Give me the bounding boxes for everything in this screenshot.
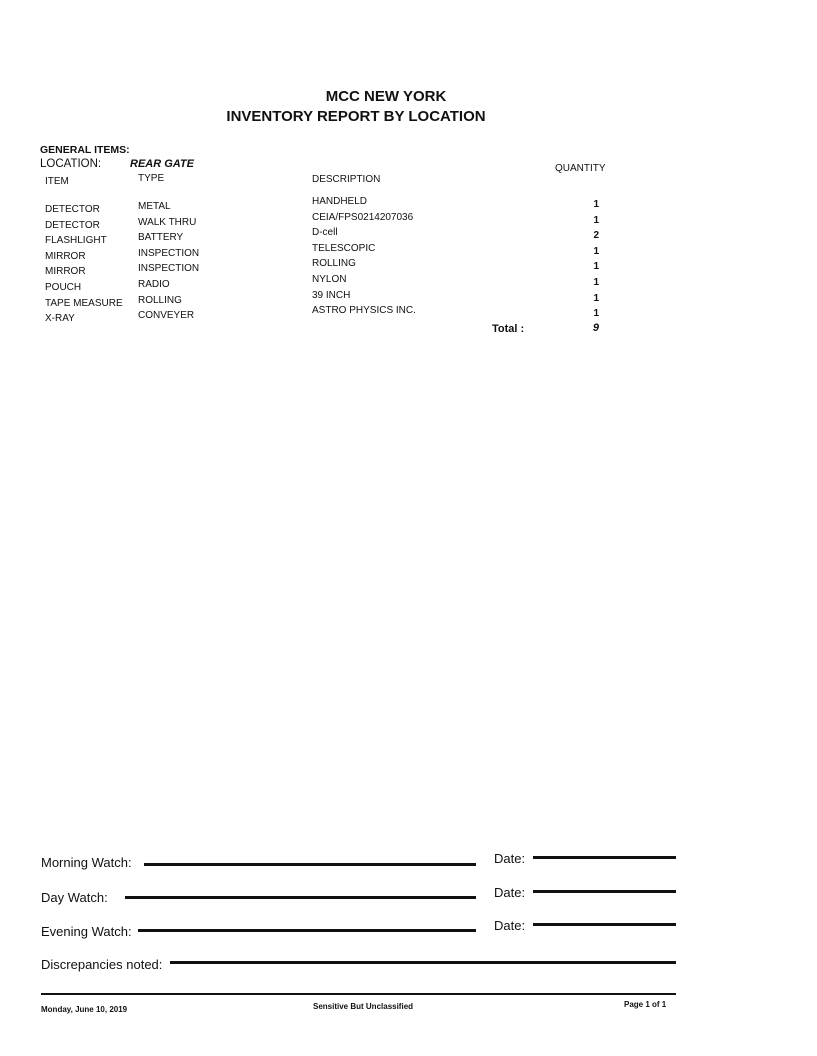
cell-item: FLASHLIGHT	[45, 235, 107, 247]
cell-item: DETECTOR	[45, 204, 100, 215]
footer-page-number: Page 1 of 1	[624, 1000, 667, 1009]
morning-watch-signature-line[interactable]	[144, 863, 476, 866]
cell-quantity: 1	[593, 308, 599, 320]
cell-type: CONVEYER	[138, 310, 195, 322]
cell-quantity: 1	[593, 277, 599, 288]
morning-date-line[interactable]	[533, 856, 676, 859]
cell-quantity: 2	[593, 230, 599, 242]
cell-quantity: 1	[593, 245, 599, 257]
cell-type: ROLLING	[138, 294, 182, 306]
cell-item: MIRROR	[45, 266, 86, 278]
cell-item: TAPE MEASURE	[45, 297, 123, 309]
evening-watch-signature-line[interactable]	[138, 929, 476, 932]
report-title: INVENTORY REPORT BY LOCATION	[226, 108, 486, 125]
cell-type: INSPECTION	[138, 263, 200, 275]
cell-description: HANDHELD	[312, 196, 368, 207]
evening-watch-label: Evening Watch:	[41, 924, 132, 939]
cell-type: RADIO	[138, 279, 170, 290]
column-header-description: DESCRIPTION	[312, 174, 381, 185]
evening-date-line[interactable]	[533, 923, 676, 926]
discrepancies-label: Discrepancies noted:	[41, 957, 163, 972]
cell-type: WALK THRU	[138, 216, 197, 228]
footer-date: Monday, June 10, 2019	[41, 1005, 128, 1014]
cell-description: TELESCOPIC	[312, 242, 376, 254]
report-org-title: MCC NEW YORK	[325, 88, 447, 105]
location-value: REAR GATE	[130, 158, 194, 170]
day-watch-label: Day Watch:	[41, 890, 108, 905]
cell-description: NYLON	[312, 274, 347, 285]
total-label: Total :	[492, 323, 525, 335]
cell-type: INSPECTION	[138, 247, 200, 259]
day-watch-signature-line[interactable]	[125, 896, 476, 899]
morning-date-label: Date:	[494, 851, 526, 866]
discrepancies-line[interactable]	[170, 961, 676, 964]
total-value: 9	[592, 322, 599, 334]
cell-quantity: 1	[593, 261, 599, 273]
location-label: LOCATION:	[40, 158, 102, 170]
section-heading: GENERAL ITEMS:	[40, 144, 130, 156]
footer-divider	[41, 993, 676, 995]
footer-classification: Sensitive But Unclassified	[313, 1002, 414, 1011]
cell-type: METAL	[138, 201, 171, 212]
cell-description: ROLLING	[312, 258, 356, 270]
cell-description: D-cell	[312, 227, 338, 239]
cell-quantity: 1	[593, 199, 599, 210]
cell-item: POUCH	[45, 282, 82, 293]
column-header-type: TYPE	[138, 173, 165, 184]
cell-item: MIRROR	[45, 250, 86, 262]
day-date-label: Date:	[494, 885, 526, 900]
morning-watch-label: Morning Watch:	[41, 855, 132, 870]
cell-description: CEIA/FPS0214207036	[312, 211, 414, 223]
cell-description: 39 INCH	[312, 289, 351, 301]
column-header-item: ITEM	[45, 176, 69, 187]
cell-type: BATTERY	[138, 232, 184, 244]
cell-item: X-RAY	[45, 313, 75, 325]
cell-description: ASTRO PHYSICS INC.	[312, 305, 416, 317]
column-header-quantity: QUANTITY	[555, 163, 606, 174]
cell-item: DETECTOR	[45, 219, 100, 231]
cell-quantity: 1	[593, 214, 599, 226]
day-date-line[interactable]	[533, 890, 676, 893]
cell-quantity: 1	[593, 292, 599, 304]
evening-date-label: Date:	[494, 918, 526, 933]
